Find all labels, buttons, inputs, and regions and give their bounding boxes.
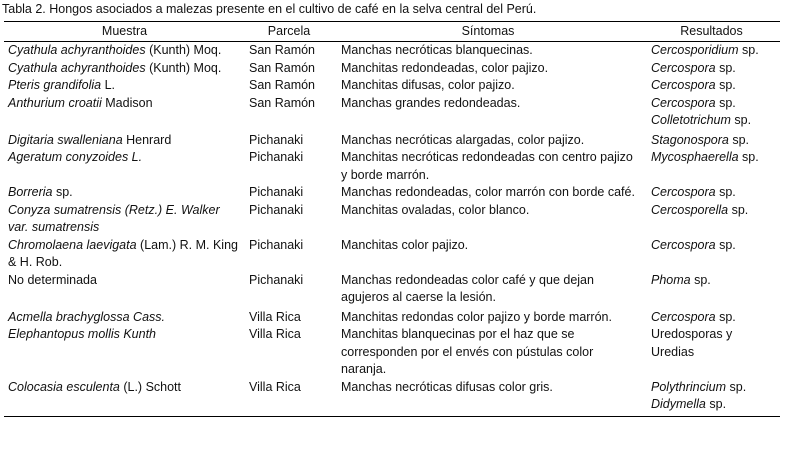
- italic-text: Pteris grandifolia: [8, 78, 102, 92]
- resultado-line: [651, 379, 776, 397]
- resultado-line: [651, 95, 776, 113]
- text: Henrard: [122, 132, 172, 147]
- cell-parcela: Villa Rica: [245, 379, 333, 417]
- table-row: [4, 184, 780, 202]
- cell-resultados: [643, 130, 780, 150]
- cell-resultados: [643, 237, 780, 272]
- cell-muestra: [4, 379, 245, 417]
- cell-parcela: San Ramón: [249, 78, 316, 92]
- cell-sintomas: Manchas necróticas blanquecinas.: [341, 43, 533, 57]
- cell-muestra: [4, 130, 245, 150]
- text: (Lam.) R. M. King & H. Rob.: [8, 237, 238, 269]
- cell-parcela: Pichanaki: [249, 132, 304, 147]
- cell-resultados: [643, 202, 780, 237]
- resultado-line: [651, 326, 776, 361]
- table-header-row: [4, 22, 780, 42]
- cell-sintomas: Manchitas necróticas redondeadas con centro pajizo y borde marrón.: [341, 150, 633, 182]
- italic-text: Cercosporidium: [651, 43, 739, 57]
- resultado-line: [651, 309, 776, 327]
- italic-text: Stagonospora: [651, 132, 729, 147]
- cell-sintomas: Manchitas blanquecinas por el haz que se corresponden por el envés con pústulas color naranja.: [341, 327, 594, 376]
- header-parcela: Parcela: [245, 22, 333, 42]
- text: sp.: [715, 60, 736, 75]
- resultado-line: [651, 132, 776, 150]
- italic-text: Conyza sumatrensis (Retz.) E. Walker var. sumatrensis: [8, 202, 220, 234]
- italic-text: Mycosphaerella: [651, 150, 739, 164]
- cell-muestra: [4, 60, 245, 78]
- text: sp.: [715, 309, 736, 324]
- cell-resultados: [643, 60, 780, 78]
- text: sp.: [715, 185, 736, 199]
- resultado-line: [651, 237, 776, 255]
- text: sp.: [705, 397, 727, 411]
- resultado-line: [651, 60, 776, 78]
- cell-parcela: San Ramón: [249, 95, 316, 110]
- cell-muestra: [4, 326, 245, 379]
- table-row: [4, 77, 780, 95]
- text: Uredosporas y Uredias: [651, 327, 733, 359]
- cell-parcela: San Ramón: [249, 60, 316, 75]
- italic-text: Acmella brachyglossa Cass.: [8, 309, 166, 324]
- table-row: [4, 149, 780, 184]
- text: L.: [101, 78, 116, 92]
- cell-muestra: [4, 272, 245, 307]
- table-row: [4, 272, 780, 307]
- text: (Kunth) Moq.: [145, 43, 222, 57]
- text: sp.: [730, 113, 752, 127]
- table-caption: Tabla 2. Hongos asociados a malezas presente en el cultivo de café en la selva central del Perú.: [2, 2, 537, 16]
- italic-text: Cercospora: [651, 185, 716, 199]
- resultado-line: [651, 396, 776, 414]
- italic-text: Digitaria swalleniana: [8, 132, 123, 147]
- cell-muestra: [4, 184, 245, 202]
- header-sintomas: Síntomas: [333, 22, 643, 42]
- cell-muestra: [4, 237, 245, 272]
- resultado-line: [651, 77, 776, 95]
- cell-muestra: [4, 95, 245, 130]
- cell-resultados: [643, 77, 780, 95]
- italic-text: Polythrincium: [651, 379, 727, 394]
- text: No determinada: [8, 272, 97, 287]
- table-row: [4, 130, 780, 150]
- italic-text: Cercospora: [651, 60, 716, 75]
- fungi-table: [4, 21, 780, 417]
- cell-sintomas: Manchitas color pajizo.: [341, 237, 469, 252]
- cell-parcela: Pichanaki: [249, 237, 304, 252]
- cell-sintomas: Manchas grandes redondeadas.: [341, 95, 521, 110]
- text: sp.: [738, 150, 759, 164]
- cell-parcela: Pichanaki: [249, 150, 304, 164]
- cell-muestra: [4, 77, 245, 95]
- cell-resultados: [643, 184, 780, 202]
- text: sp.: [715, 78, 736, 92]
- italic-text: Didymella: [651, 397, 706, 411]
- cell-sintomas: Manchitas difusas, color pajizo.: [341, 78, 515, 92]
- italic-text: Chromolaena laevigata: [8, 237, 137, 252]
- cell-sintomas: Manchas redondeadas, color marrón con borde café.: [341, 185, 635, 199]
- resultado-line: [651, 42, 776, 60]
- cell-muestra: [4, 307, 245, 327]
- header-muestra: Muestra: [4, 22, 245, 42]
- text: sp.: [715, 237, 736, 252]
- cell-resultados: [643, 149, 780, 184]
- cell-resultados: [643, 307, 780, 327]
- resultado-line: [651, 184, 776, 202]
- italic-text: Cercospora: [651, 78, 716, 92]
- cell-parcela: Villa Rica: [249, 327, 301, 341]
- cell-muestra: [4, 202, 245, 237]
- italic-text: Colletotrichum: [651, 113, 731, 127]
- cell-sintomas: Manchitas ovaladas, color blanco.: [341, 202, 530, 217]
- cell-sintomas: Manchas necróticas difusas color gris.: [333, 379, 643, 417]
- cell-parcela: Villa Rica: [249, 309, 301, 324]
- cell-sintomas: Manchas necróticas alargadas, color pajizo.: [341, 132, 585, 147]
- italic-text: Ageratum conyzoides L.: [8, 150, 143, 164]
- table-row: [4, 237, 780, 272]
- text: Madison: [101, 95, 153, 110]
- italic-text: Elephantopus mollis Kunth: [8, 327, 157, 341]
- cell-resultados: [643, 272, 780, 307]
- resultado-line: [651, 112, 776, 130]
- italic-text: Colocasia esculenta: [8, 379, 120, 394]
- table-body: [4, 42, 780, 417]
- cell-parcela: Pichanaki: [249, 185, 304, 199]
- text: sp.: [738, 43, 759, 57]
- cell-muestra: [4, 42, 245, 60]
- cell-parcela: Pichanaki: [249, 272, 304, 287]
- italic-text: Borreria: [8, 185, 53, 199]
- cell-resultados: [643, 42, 780, 60]
- table-row: [4, 307, 780, 327]
- italic-text: Cercosporella: [651, 202, 729, 217]
- cell-resultados: [643, 379, 780, 417]
- text: (Kunth) Moq.: [145, 60, 222, 75]
- header-resultados: Resultados: [643, 22, 780, 42]
- italic-text: Cercospora: [651, 95, 716, 110]
- italic-text: Cercospora: [651, 309, 716, 324]
- italic-text: Cyathula achyranthoides: [8, 60, 146, 75]
- table-row: [4, 60, 780, 78]
- table-row: [4, 202, 780, 237]
- cell-parcela: Pichanaki: [249, 202, 304, 217]
- text: sp.: [52, 185, 73, 199]
- text: sp.: [715, 95, 736, 110]
- cell-sintomas: Manchitas redondas color pajizo y borde marrón.: [341, 309, 612, 324]
- text: sp.: [690, 272, 711, 287]
- table-row: [4, 379, 780, 417]
- text: sp.: [728, 132, 749, 147]
- cell-muestra: [4, 149, 245, 184]
- cell-sintomas: Manchitas redondeadas, color pajizo.: [341, 60, 549, 75]
- text: (L.) Schott: [119, 379, 182, 394]
- text: sp.: [726, 379, 747, 394]
- italic-text: Phoma: [651, 272, 691, 287]
- table-row: [4, 42, 780, 60]
- resultado-line: [651, 272, 776, 290]
- resultado-line: [651, 149, 776, 167]
- text: sp.: [728, 202, 749, 217]
- resultado-line: [651, 202, 776, 220]
- table-row: [4, 95, 780, 130]
- table-row: [4, 326, 780, 379]
- cell-sintomas: Manchas redondeadas color café y que dejan agujeros al caerse la lesión.: [341, 272, 594, 304]
- cell-resultados: [643, 95, 780, 130]
- italic-text: Cercospora: [651, 237, 716, 252]
- italic-text: Anthurium croatii: [8, 95, 102, 110]
- italic-text: Cyathula achyranthoides: [8, 43, 146, 57]
- cell-parcela: San Ramón: [249, 43, 316, 57]
- cell-resultados: [643, 326, 780, 379]
